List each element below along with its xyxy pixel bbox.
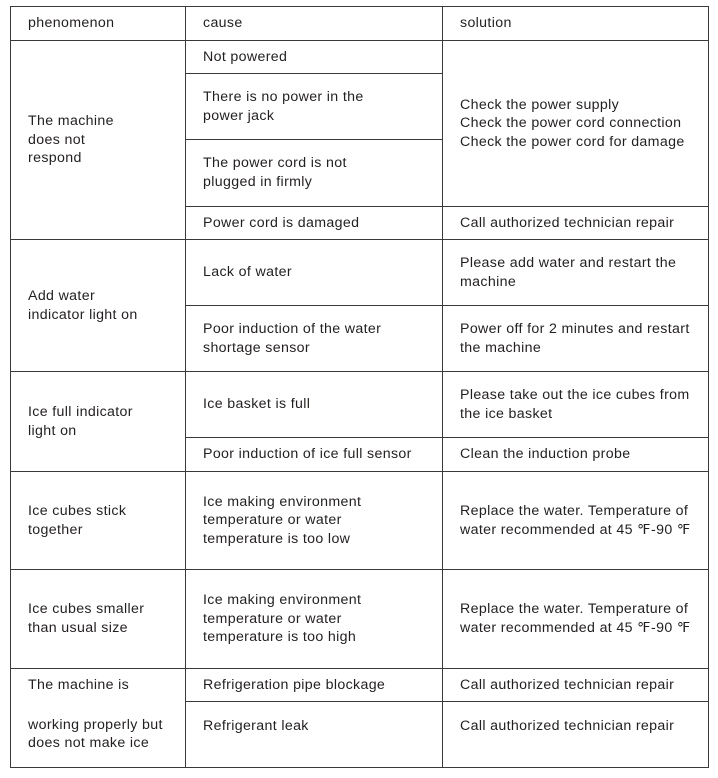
- cause-cell: There is no power in the power jack: [186, 74, 443, 140]
- table-row: [11, 372, 709, 438]
- table-row: [11, 570, 709, 669]
- cause-cell: Ice basket is full: [186, 372, 443, 438]
- cause-cell: Power cord is damaged: [186, 207, 443, 240]
- troubleshooting-table: [10, 6, 709, 768]
- cause-cell: Refrigeration pipe blockage: [186, 669, 443, 702]
- cause-cell: The power cord is not plugged in firmly: [186, 140, 443, 207]
- solution-cell: Clean the induction probe: [443, 438, 709, 472]
- header-cause: cause: [186, 7, 443, 41]
- solution-cell: Check the power supply Check the power cord connection Check the power cord for damage: [443, 41, 709, 207]
- phenomenon-cell: working properly but does not make ice: [11, 702, 186, 768]
- table-row: [11, 240, 709, 306]
- solution-cell: Replace the water. Temperature of water recommended at 45 ℉-90 ℉: [443, 472, 709, 570]
- solution-cell: Power off for 2 minutes and restart the machine: [443, 306, 709, 372]
- cause-cell: Ice making environment temperature or water temperature is too low: [186, 472, 443, 570]
- solution-cell: Replace the water. Temperature of water recommended at 45 ℉-90 ℉: [443, 570, 709, 669]
- cause-cell: Refrigerant leak: [186, 702, 443, 768]
- solution-cell: Please take out the ice cubes from the ice basket: [443, 372, 709, 438]
- phenomenon-cell: Add water indicator light on: [11, 240, 186, 372]
- table-row: [11, 702, 709, 768]
- header-row: [11, 7, 709, 41]
- phenomenon-cell: Ice full indicator light on: [11, 372, 186, 472]
- cause-cell: Ice making environment temperature or water temperature is too high: [186, 570, 443, 669]
- phenomenon-cell: The machine does not respond: [11, 41, 186, 240]
- cause-cell: Poor induction of ice full sensor: [186, 438, 443, 472]
- table-row: [11, 41, 709, 74]
- header-solution: solution: [443, 7, 709, 41]
- table-row: [11, 472, 709, 570]
- cause-cell: Poor induction of the water shortage sensor: [186, 306, 443, 372]
- solution-cell: Call authorized technician repair: [443, 702, 709, 768]
- cause-cell: Not powered: [186, 41, 443, 74]
- solution-cell: Call authorized technician repair: [443, 207, 709, 240]
- cause-cell: Lack of water: [186, 240, 443, 306]
- phenomenon-cell: Ice cubes stick together: [11, 472, 186, 570]
- phenomenon-cell: The machine is: [11, 669, 186, 702]
- solution-cell: Call authorized technician repair: [443, 669, 709, 702]
- table-row: [11, 669, 709, 702]
- header-phenomenon: phenomenon: [11, 7, 186, 41]
- solution-cell: Please add water and restart the machine: [443, 240, 709, 306]
- phenomenon-cell: Ice cubes smaller than usual size: [11, 570, 186, 669]
